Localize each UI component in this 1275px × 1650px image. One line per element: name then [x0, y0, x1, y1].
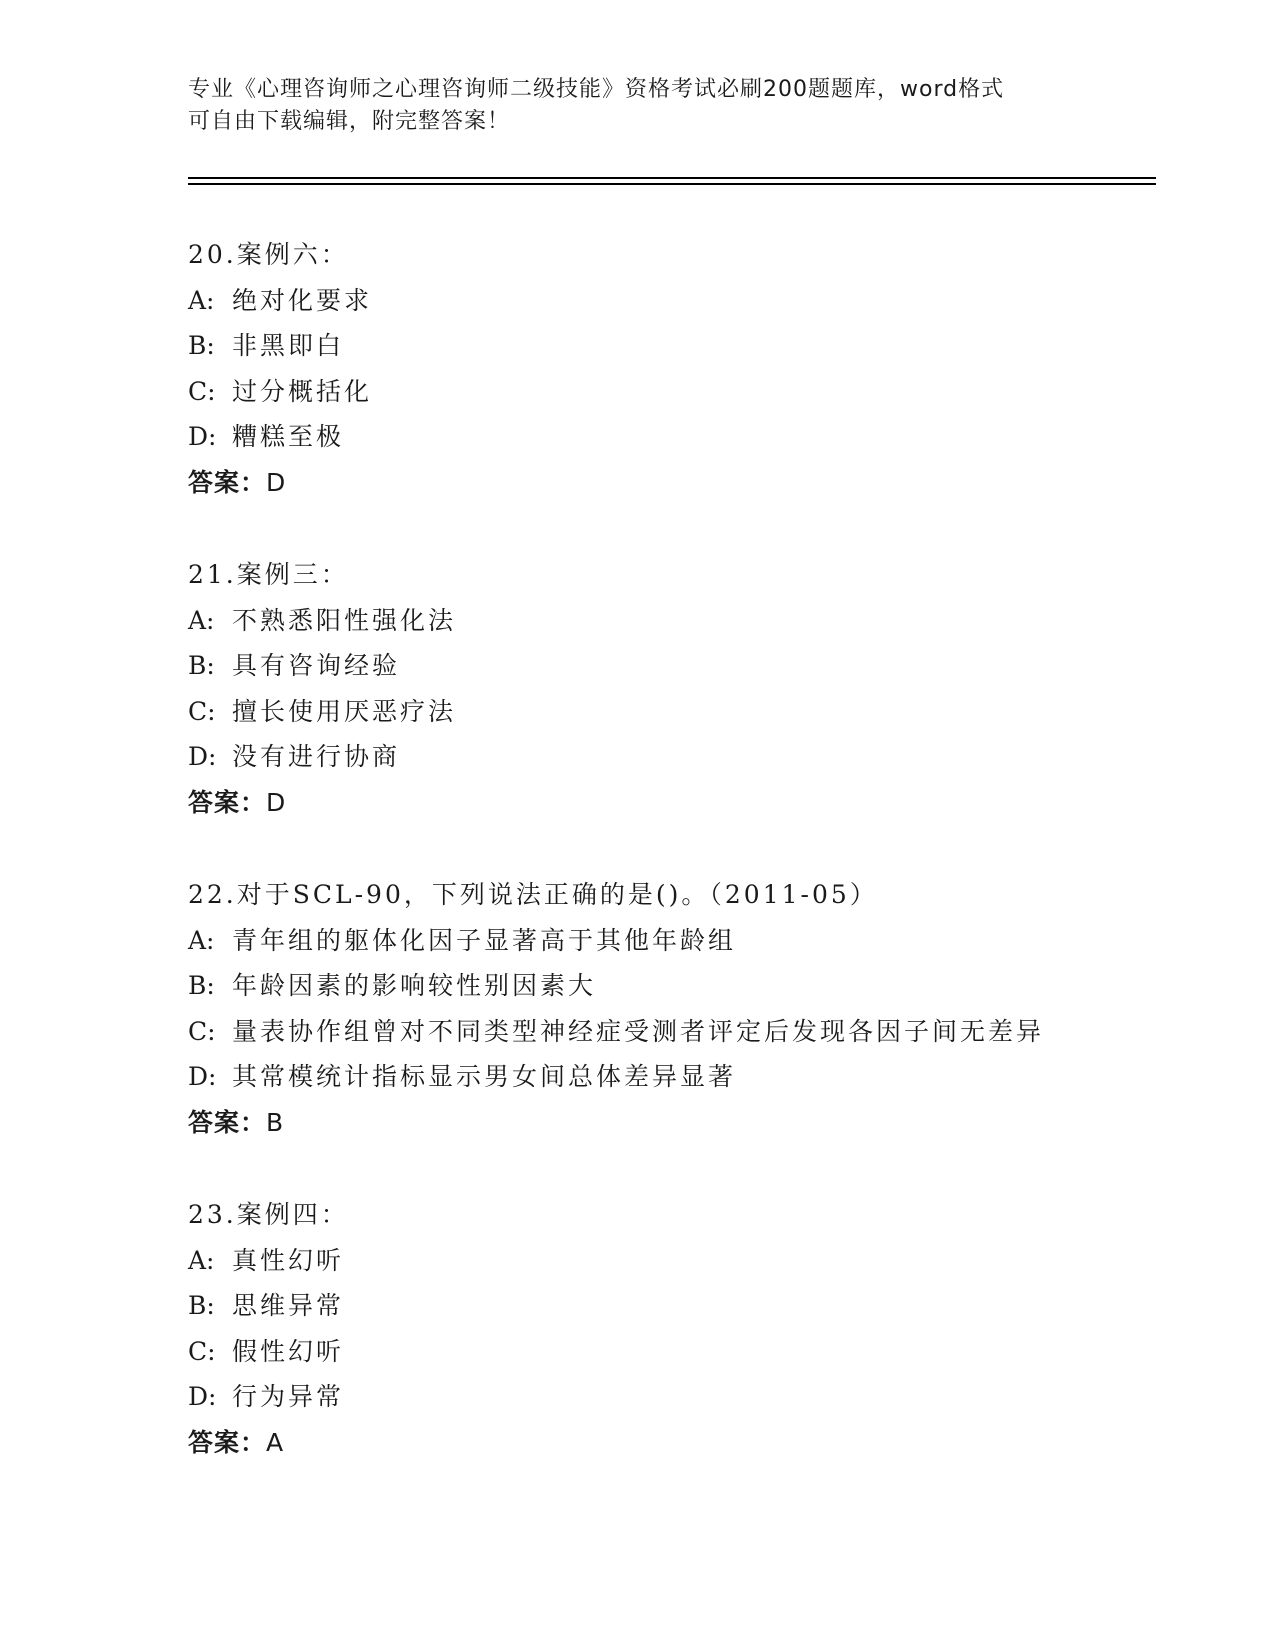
option-text: 糟糕至极 [232, 422, 345, 451]
option-text: 量表协作组曾对不同类型神经症受测者评定后发现各因子间无差异 [232, 1016, 1045, 1046]
question-stem: 22.对于SCL-90，下列说法正确的是()。（2011-05） [188, 880, 878, 909]
option-d [188, 414, 1188, 460]
option-c [188, 689, 1188, 735]
answer-line [188, 1420, 1188, 1466]
answer-line [188, 780, 1188, 826]
option-b [188, 323, 1188, 369]
answer-label: 答案： [188, 467, 267, 497]
option-text: 其常模统计指标显示男女间总体差异显著 [232, 1062, 737, 1091]
option-text: 青年组的躯体化因子显著高于其他年龄组 [232, 925, 737, 955]
option-key: A: [188, 605, 215, 635]
answer-label: 答案： [188, 1107, 267, 1137]
option-text: 真性幻听 [232, 1245, 345, 1275]
question-stem: 21.案例三： [188, 560, 349, 589]
option-text: 没有进行协商 [232, 742, 401, 771]
header-line-2: 可自由下载编辑，附完整答案！ [188, 109, 511, 134]
question-23 [188, 1192, 1188, 1465]
option-text: 绝对化要求 [232, 285, 373, 315]
option-text: 思维异常 [232, 1291, 345, 1320]
option-text: 擅长使用厌恶疗法 [232, 696, 457, 726]
option-key: D: [188, 422, 217, 451]
option-text: 假性幻听 [232, 1336, 345, 1366]
option-key: D: [188, 742, 217, 771]
question-22 [188, 872, 1188, 1145]
option-key: D: [188, 1382, 217, 1411]
option-key: D: [188, 1062, 217, 1091]
question-20 [188, 232, 1188, 505]
option-c [188, 369, 1188, 415]
document-header [188, 74, 1088, 138]
option-b [188, 1283, 1188, 1329]
answer-value: B [266, 1107, 285, 1137]
option-key: C: [188, 696, 216, 726]
option-text: 非黑即白 [232, 331, 345, 360]
answer-value: D [266, 467, 287, 497]
option-key: C: [188, 376, 216, 406]
option-text: 具有咨询经验 [232, 651, 401, 680]
question-stem: 23.案例四： [188, 1200, 349, 1229]
option-key: B: [188, 1291, 215, 1320]
option-key: C: [188, 1336, 216, 1366]
answer-value: A [266, 1427, 285, 1457]
option-a [188, 1238, 1188, 1284]
option-c [188, 1009, 1188, 1055]
option-d [188, 1374, 1188, 1420]
header-divider-bottom [188, 183, 1156, 185]
answer-value: D [266, 787, 287, 817]
option-d [188, 1054, 1188, 1100]
option-a [188, 918, 1188, 964]
option-c [188, 1329, 1188, 1375]
option-text: 行为异常 [232, 1382, 345, 1411]
option-key: A: [188, 925, 215, 955]
option-b [188, 643, 1188, 689]
question-stem: 20.案例六： [188, 240, 349, 269]
option-text: 过分概括化 [232, 376, 373, 406]
option-key: B: [188, 331, 215, 360]
option-key: A: [188, 285, 215, 315]
option-key: C: [188, 1016, 216, 1046]
option-a [188, 278, 1188, 324]
header-line-1: 专业《心理咨询师之心理咨询师二级技能》资格考试必刷200题题库，word格式 [188, 77, 1005, 102]
answer-label: 答案： [188, 787, 267, 817]
option-text: 不熟悉阳性强化法 [232, 605, 457, 635]
answer-label: 答案： [188, 1427, 267, 1457]
header-divider-top [188, 177, 1156, 179]
option-a [188, 598, 1188, 644]
option-b [188, 963, 1188, 1009]
answer-line [188, 460, 1188, 506]
option-key: B: [188, 971, 215, 1000]
option-key: B: [188, 651, 215, 680]
answer-line [188, 1100, 1188, 1146]
question-21 [188, 552, 1188, 825]
option-text: 年龄因素的影响较性别因素大 [232, 971, 597, 1000]
option-key: A: [188, 1245, 215, 1275]
option-d [188, 734, 1188, 780]
